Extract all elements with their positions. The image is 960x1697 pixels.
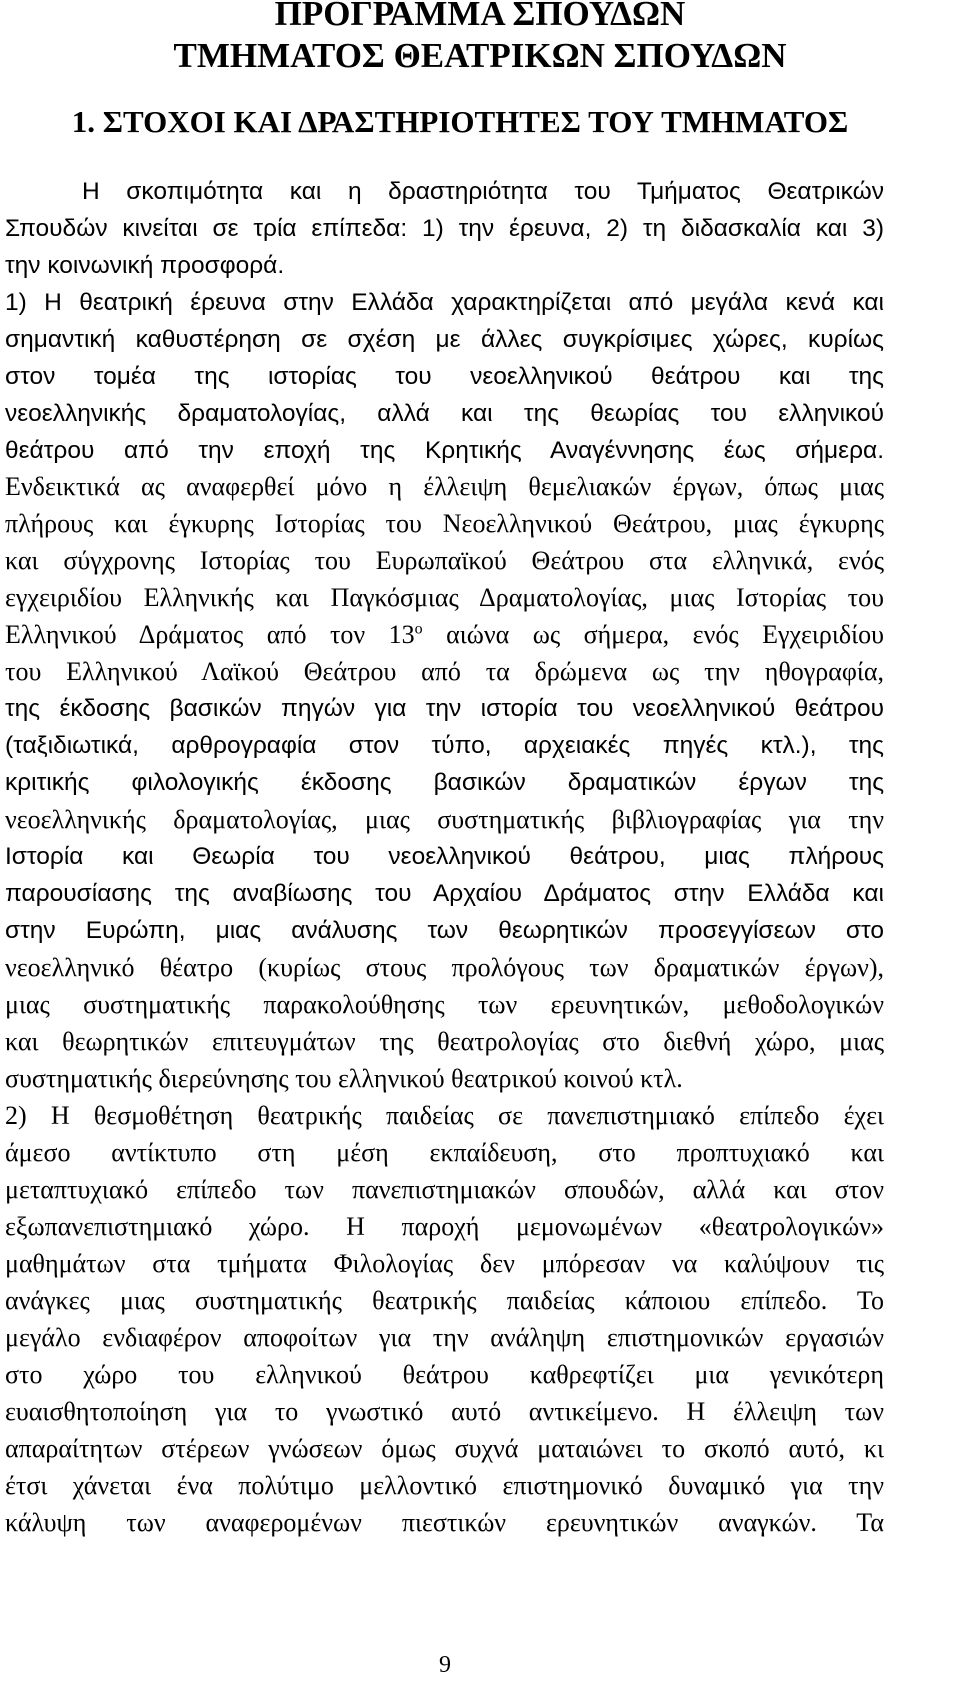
text-line: παρουσίασης της αναβίωσης του Αρχαίου Δράματος στην Ελλάδα και — [5, 880, 884, 907]
text-line: μαθημάτων στα τμήματα Φιλολογίας δεν μπόρεσαν να καλύψουν τις — [5, 1249, 884, 1278]
text-line: απαραίτητων στέρεων γνώσεων όμως συχνά ματαιώνει το σκοπό αυτό, κι — [5, 1434, 884, 1463]
text-line: σημαντική καθυστέρηση σε σχέση με άλλες συγκρίσιμες χώρες, κυρίως — [5, 326, 884, 353]
text-line: άμεσο αντίκτυπο στη μέση εκπαίδευση, στο προπτυχιακό και — [5, 1138, 884, 1167]
text-segment: αιώνα ως σήμερα, ενός Εγχειριδίου — [446, 620, 885, 649]
text-line: στην Ευρώπη, μιας ανάλυσης των θεωρητικών προσεγγίσεων στο — [5, 917, 884, 944]
document-title-line-2: ΤΜΗΜΑΤΟΣ ΘΕΑΤΡΙΚΩΝ ΣΠΟΥΔΩΝ — [173, 36, 787, 75]
text-line: Ενδεικτικά ας αναφερθεί μόνο η έλλειψη θεμελιακών έργων, όπως μιας — [5, 472, 884, 501]
page-number: 9 — [439, 1652, 451, 1678]
text-line: κριτικής φιλολογικής έκδοσης βασικών δραματικών έργων της — [5, 769, 884, 796]
text-line: έτσι χάνεται ένα πολύτιμο μελλοντικό επιστημονικό δυναμικό για την — [5, 1471, 884, 1500]
text-line: Ιστορία και Θεωρία του νεοελληνικού θεάτρου, μιας πλήρους — [5, 843, 884, 870]
text-line: ανάγκες μιας συστηματικής θεατρικής παιδείας κάποιου επίπεδο. Το — [5, 1286, 884, 1315]
text-line: συστηματικής διερεύνησης του ελληνικού θεατρικού κοινού κτλ. — [5, 1064, 683, 1093]
text-line: θεάτρου από την εποχή της Κρητικής Αναγέννησης έως σήμερα. — [5, 437, 884, 464]
text-line: εξωπανεπιστημιακό χώρο. Η παροχή μεμονωμένων «θεατρολογικών» — [5, 1212, 884, 1241]
text-line: της έκδοσης βασικών πηγών για την ιστορία του νεοελληνικού θεάτρου — [5, 695, 884, 722]
text-line: μεγάλο ενδιαφέρον αποφοίτων για την ανάληψη επιστημονικών εργασιών — [5, 1323, 884, 1352]
text-line: κάλυψη των αναφερομένων πιεστικών ερευνητικών αναγκών. Τα — [5, 1508, 884, 1537]
text-line: στον τομέα της ιστορίας του νεοελληνικού θεάτρου και της — [5, 363, 884, 390]
text-line: Η σκοπιμότητα και η δραστηριότητα του Τμήματος Θεατρικών — [82, 178, 884, 205]
text-line: ευαισθητοποίηση για το γνωστικό αυτό αντικείμενο. Η έλλειψη των — [5, 1397, 884, 1426]
text-line: (ταξιδιωτικά, αρθρογραφία στον τύπο, αρχειακές πηγές κτλ.), της — [5, 732, 884, 759]
text-line: νεοελληνικής δραματολογίας, μιας συστηματικής βιβλιογραφίας για την — [5, 805, 884, 834]
text-line: την κοινωνική προσφορά. — [5, 252, 285, 279]
text-line: εγχειριδίου Ελληνικής και Παγκόσμιας Δραματολογίας, μιας Ιστορίας του — [5, 583, 884, 612]
text-line: και σύγχρονης Ιστορίας του Ευρωπαϊκού Θεάτρου στα ελληνικά, ενός — [5, 546, 884, 575]
text-line: πλήρους και έγκυρης Ιστορίας του Νεοελληνικού Θεάτρου, μιας έγκυρης — [5, 509, 884, 538]
text-line: στο χώρο του ελληνικού θεάτρου καθρεφτίζει μια γενικότερη — [5, 1360, 884, 1389]
text-line-with-superscript — [5, 620, 884, 650]
text-line: Σπουδών κινείται σε τρία επίπεδα: 1) την έρευνα, 2) τη διδασκαλία και 3) — [5, 215, 884, 242]
document-title-line-1: ΠΡΟΓΡΑΜΜΑ ΣΠΟΥΔΩΝ — [274, 0, 686, 33]
text-line: του Ελληνικού Λαϊκού Θεάτρου από τα δρώμενα ως την ηθογραφία, — [5, 657, 884, 686]
text-line: και θεωρητικών επιτευγμάτων της θεατρολογίας στο διεθνή χώρο, μιας — [5, 1027, 884, 1056]
text-line: 2) Η θεσμοθέτηση θεατρικής παιδείας σε πανεπιστημιακό επίπεδο έχει — [5, 1101, 884, 1130]
text-line: μιας συστηματικής παρακολούθησης των ερευνητικών, μεθοδολογικών — [5, 990, 884, 1019]
text-line: μεταπτυχιακό επίπεδο των πανεπιστημιακών σπουδών, αλλά και στον — [5, 1175, 884, 1204]
section-heading: 1. ΣΤΟΧΟΙ ΚΑΙ ΔΡΑΣΤΗΡΙΟΤΗΤΕΣ ΤΟΥ ΤΜΗΜΑΤΟΣ — [71, 104, 849, 139]
text-segment: Ελληνικού Δράματος από τον 13 — [5, 620, 415, 649]
ordinal-superscript: ο — [414, 620, 423, 638]
text-line: νεοελληνικής δραματολογίας, αλλά και της θεωρίας του ελληνικού — [5, 400, 884, 427]
text-line: νεοελληνικό θέατρο (κυρίως στους προλόγους των δραματικών έργων), — [5, 953, 884, 982]
text-line: 1) Η θεατρική έρευνα στην Ελλάδα χαρακτηρίζεται από μεγάλα κενά και — [5, 289, 884, 316]
